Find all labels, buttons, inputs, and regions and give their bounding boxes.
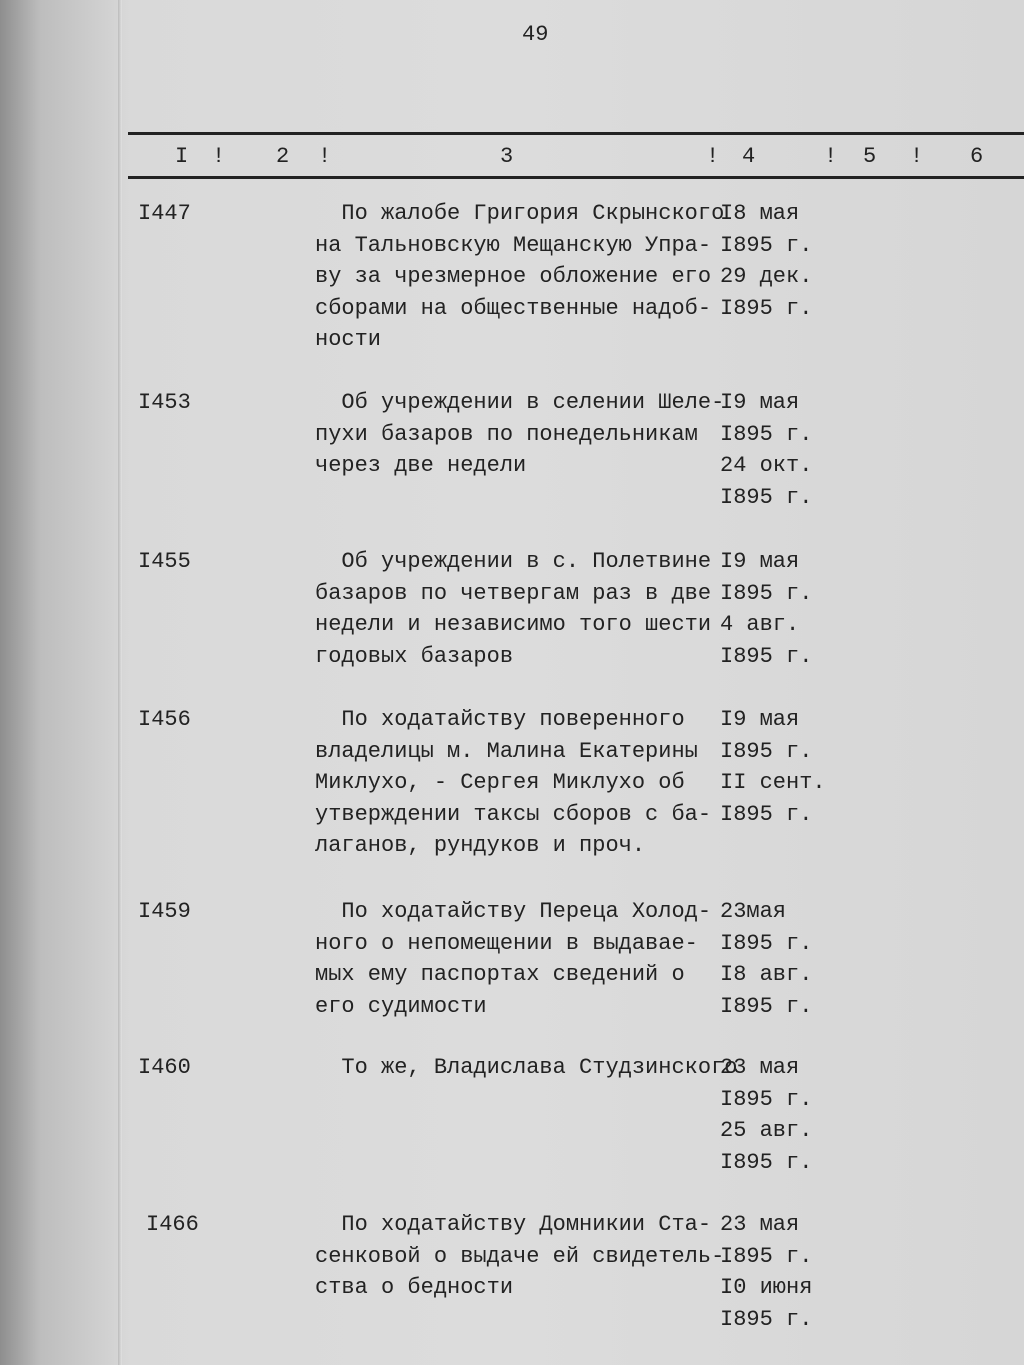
- description-line: ву за чрезмерное обложение его: [315, 264, 712, 289]
- description-line: сенковой о выдаче ей свидетель-: [315, 1243, 725, 1269]
- date-line: I895 г.: [720, 580, 813, 606]
- col-separator: !: [824, 144, 838, 169]
- date-line: 23мая: [720, 899, 787, 924]
- entry-description: [315, 1052, 737, 1084]
- entry-dates: [720, 704, 826, 830]
- description-line: его судимости: [315, 993, 487, 1019]
- entry-number: I455: [138, 549, 191, 574]
- description-line: ного о непомещении в выдавае-: [315, 930, 698, 956]
- date-line: I895 г.: [720, 421, 813, 447]
- col-separator: !: [706, 144, 720, 169]
- date-line: I895 г.: [720, 643, 813, 669]
- entry-dates: [720, 896, 812, 1022]
- entry-dates: [720, 1052, 812, 1178]
- date-line: I9 мая: [720, 707, 800, 732]
- date-line: I895 г.: [720, 1243, 813, 1269]
- col-header-1: I: [175, 144, 189, 169]
- date-line: I895 г.: [720, 232, 813, 258]
- header-bottom-rule: [128, 176, 1024, 179]
- col-header-6: 6: [970, 144, 984, 169]
- description-line: владелицы м. Малина Екатерины: [315, 738, 698, 764]
- date-line: 29 дек.: [720, 264, 813, 289]
- description-line: Об учреждении в селении Шеле-: [315, 390, 725, 415]
- description-line: пухи базаров по понедельникам: [315, 421, 698, 447]
- date-line: I8 авг.: [720, 962, 813, 987]
- entry-number: I447: [138, 201, 191, 226]
- entry-description: [315, 546, 711, 672]
- description-line: утверждении таксы сборов с ба-: [315, 801, 712, 827]
- entry-number: I466: [146, 1212, 199, 1237]
- entry-dates: [720, 387, 812, 513]
- description-line: ности: [315, 327, 382, 352]
- date-line: I895 г.: [720, 1149, 813, 1175]
- date-line: 24 окт.: [720, 453, 813, 478]
- entry-description: [315, 896, 711, 1022]
- date-line: I895 г.: [720, 484, 813, 510]
- description-line: сборами на общественные надоб-: [315, 295, 712, 321]
- date-line: I895 г.: [720, 993, 813, 1019]
- date-line: I0 июня: [720, 1275, 813, 1300]
- entry-number: I456: [138, 707, 191, 732]
- description-line: ства о бедности: [315, 1275, 514, 1300]
- description-line: базаров по четвергам раз в две: [315, 580, 712, 606]
- description-line: недели и независимо того шести: [315, 612, 712, 637]
- date-line: I895 г.: [720, 295, 813, 321]
- description-line: По ходатайству поверенного: [315, 707, 685, 732]
- col-header-5: 5: [863, 144, 877, 169]
- date-line: I895 г.: [720, 1306, 813, 1332]
- date-line: I895 г.: [720, 930, 813, 956]
- date-line: 4 авг.: [720, 612, 800, 637]
- description-line: По ходатайству Домникии Ста-: [315, 1212, 712, 1237]
- date-line: I895 г.: [720, 738, 813, 764]
- entry-dates: [720, 198, 812, 324]
- col-header-4: 4: [742, 144, 756, 169]
- date-line: II сент.: [720, 770, 826, 795]
- col-separator: !: [318, 144, 332, 169]
- description-line: Миклухо, - Сергея Миклухо об: [315, 770, 685, 795]
- entry-description: [315, 198, 724, 356]
- date-line: I895 г.: [720, 801, 813, 827]
- col-header-2: 2: [276, 144, 290, 169]
- entry-description: [315, 1209, 724, 1304]
- book-spine: [118, 0, 122, 1365]
- description-line: По ходатайству Переца Холод-: [315, 899, 712, 924]
- date-line: 23 мая: [720, 1212, 800, 1237]
- date-line: I9 мая: [720, 549, 800, 574]
- description-line: лаганов, рундуков и проч.: [315, 833, 646, 858]
- date-line: 23 мая: [720, 1055, 800, 1080]
- description-line: По жалобе Григория Скрынского: [315, 201, 725, 226]
- entry-number: I453: [138, 390, 191, 415]
- date-line: I895 г.: [720, 1086, 813, 1112]
- header-top-rule: [128, 132, 1024, 135]
- date-line: 25 авг.: [720, 1118, 813, 1143]
- entry-number: I460: [138, 1055, 191, 1080]
- description-line: на Тальновскую Мещанскую Упра-: [315, 232, 712, 258]
- date-line: I8 мая: [720, 201, 800, 226]
- description-line: Об учреждении в с. Полетвине: [315, 549, 712, 574]
- description-line: через две недели: [315, 453, 527, 478]
- entry-description: [315, 387, 724, 482]
- entry-number: I459: [138, 899, 191, 924]
- entry-description: [315, 704, 711, 862]
- col-header-3: 3: [500, 144, 514, 169]
- description-line: мых ему паспортах сведений о: [315, 962, 685, 987]
- description-line: То же, Владислава Студзинского: [315, 1055, 738, 1080]
- col-separator: !: [212, 144, 226, 169]
- col-separator: !: [910, 144, 924, 169]
- date-line: I9 мая: [720, 390, 800, 415]
- page-number: 49: [522, 22, 549, 47]
- description-line: годовых базаров: [315, 643, 514, 669]
- entry-dates: [720, 546, 812, 672]
- entry-dates: [720, 1209, 812, 1335]
